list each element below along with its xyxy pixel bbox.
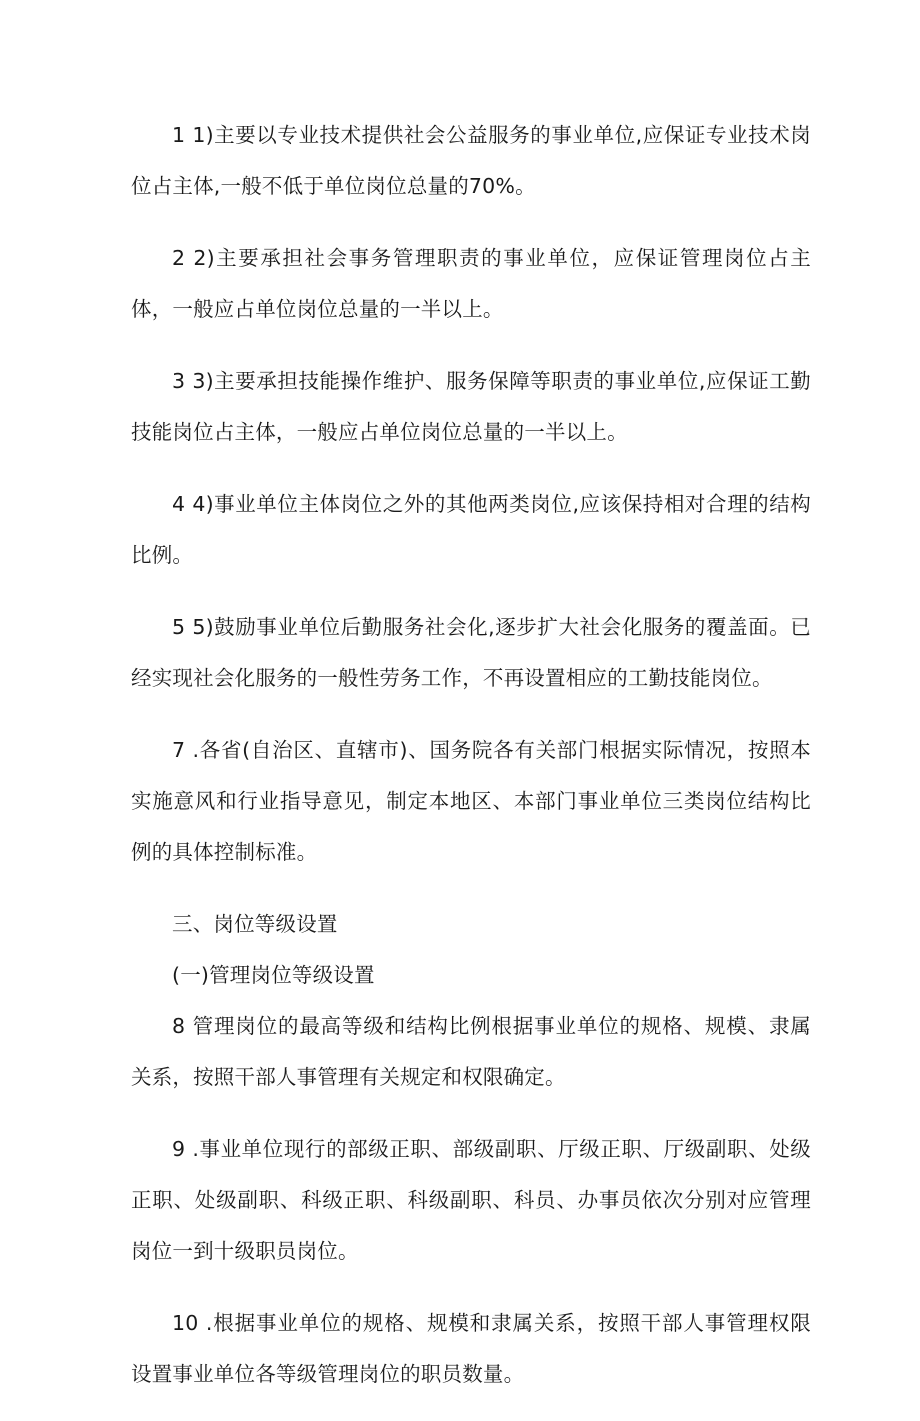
paragraph-10: 10 .根据事业单位的规格、规模和隶属关系，按照干部人事管理权限设置事业单位各等级管理岗位的职员数量。 [131, 1311, 811, 1386]
subsection-heading: (一)管理岗位等级设置 [172, 963, 375, 987]
paragraph-3: 3 3)主要承担技能操作维护、服务保障等职责的事业单位,应保证工勤技能岗位占主体，一般应占单位岗位总量的一半以上。 [131, 369, 811, 444]
paragraph-4: 4 4)事业单位主体岗位之外的其他两类岗位,应该保持相对合理的结构比例。 [131, 492, 811, 567]
paragraph-1: 1 1)主要以专业技术提供社会公益服务的事业单位,应保证专业技术岗位占主体,一般不低于单位岗位总量的70%。 [131, 123, 811, 198]
paragraph-5: 5 5)鼓励事业单位后勤服务社会化,逐步扩大社会化服务的覆盖面。已经实现社会化服务的一般性劳务工作，不再设置相应的工勤技能岗位。 [131, 615, 811, 690]
paragraph-9: 9 .事业单位现行的部级正职、部级副职、厅级正职、厅级副职、处级正职、处级副职、科级正职、科级副职、科员、办事员依次分别对应管理岗位一到十级职员岗位。 [131, 1137, 811, 1263]
document-body [131, 110, 811, 1421]
paragraph-7: 7 .各省(自治区、直辖市)、国务院各有关部门根据实际情况，按照本实施意风和行业指导意见，制定本地区、本部门事业单位三类岗位结构比例的具体控制标准。 [131, 738, 811, 864]
section-heading: 三、岗位等级设置 [172, 912, 338, 936]
paragraph-2: 2 2)主要承担社会事务管理职责的事业单位，应保证管理岗位占主体，一般应占单位岗位总量的一半以上。 [131, 246, 811, 321]
paragraph-8: 8 管理岗位的最高等级和结构比例根据事业单位的规格、规模、隶属关系，按照干部人事管理有关规定和权限确定。 [131, 1014, 811, 1089]
